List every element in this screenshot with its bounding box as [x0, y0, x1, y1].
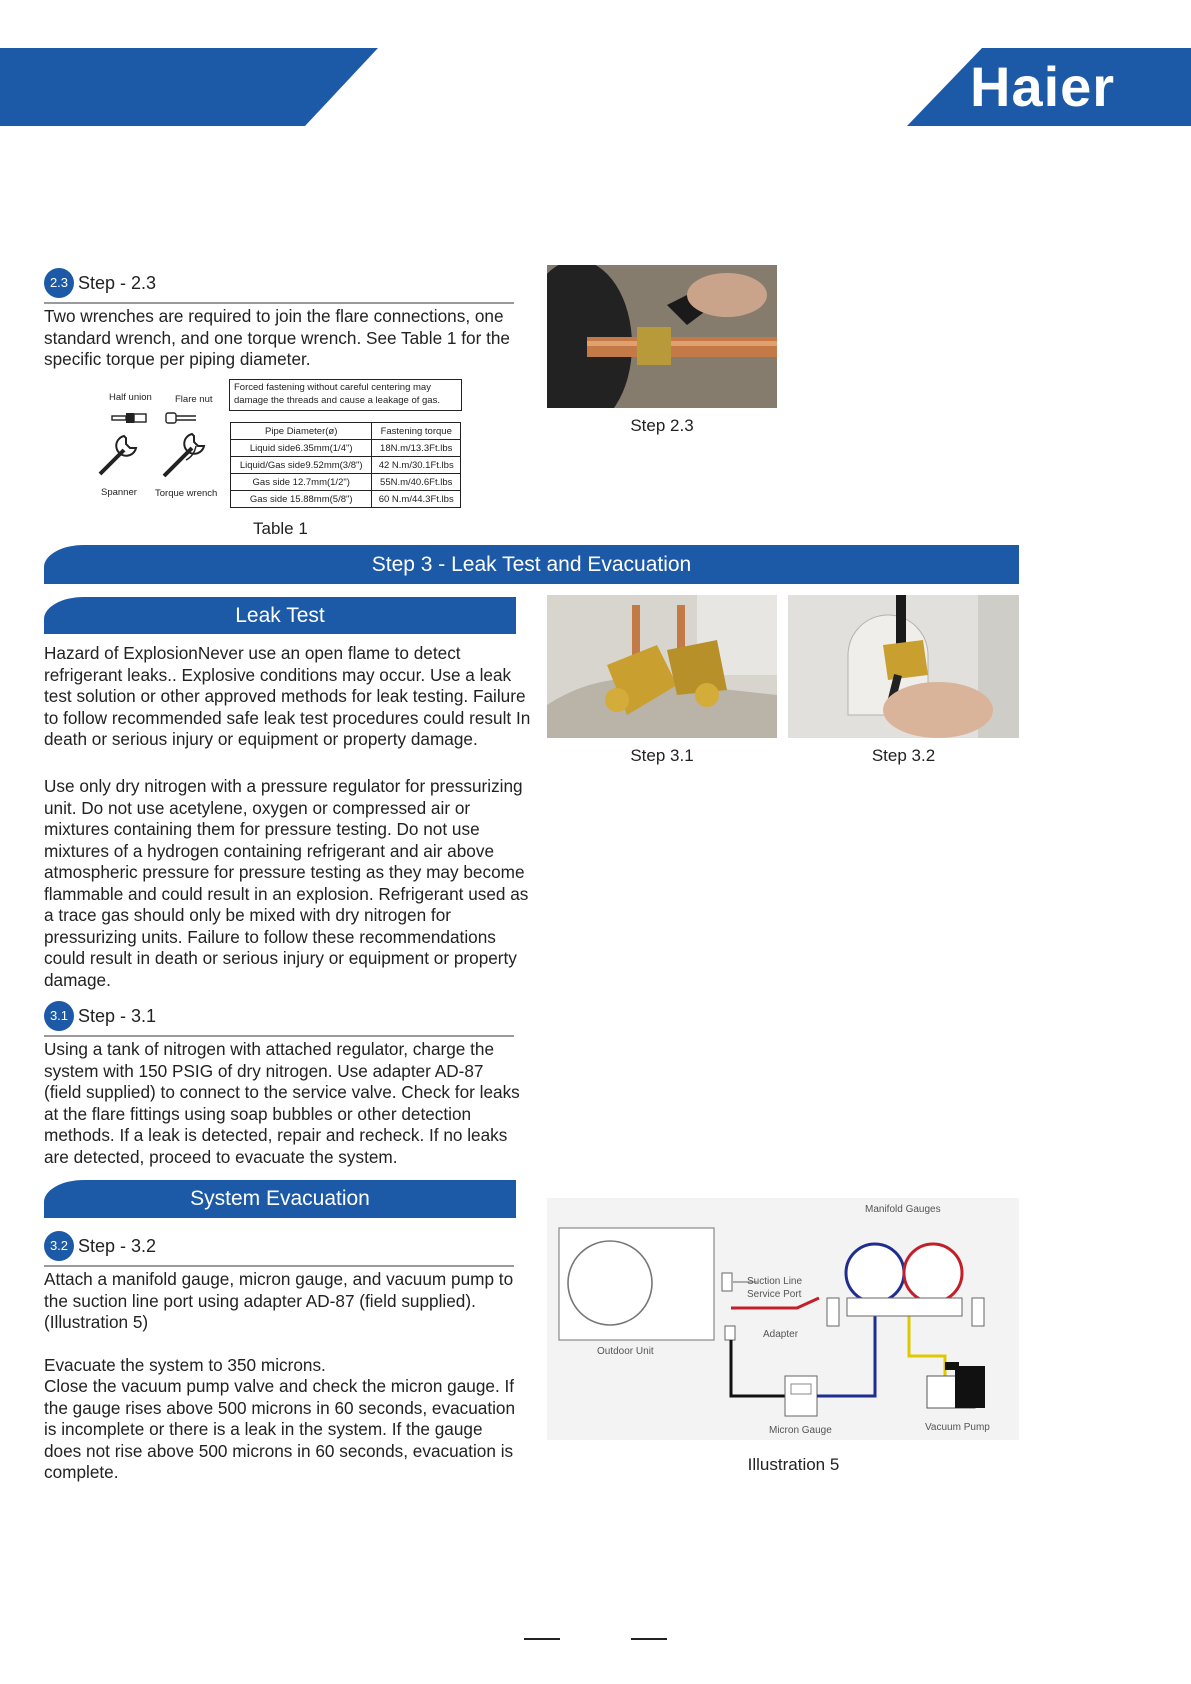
- table-row: [231, 491, 461, 508]
- step-3-2-check-text: Close the vacuum pump valve and check the micron gauge. If the gauge rises above 500 microns in 60 seconds, evacuation is incomplete or there is a leak in the system. If the gauge does not rise above 500 microns in 60 seconds, evacuation is complete.: [44, 1376, 516, 1482]
- hazard-text: Hazard of ExplosionNever use an open flame to detect refrigerant leaks.. Explosive conditions may occur. Use a leak test solution or other approved methods for leak testing. Failure to follow recommended safe leak test procedures could result In death or serious injury or equipment or property damage.: [44, 643, 531, 749]
- illustration-5-diagram: [547, 1198, 1019, 1440]
- step-2-3-photo-caption: Step 2.3: [630, 416, 694, 435]
- illustration-5-caption: Illustration 5: [747, 1455, 840, 1474]
- spanner-icon: [94, 432, 142, 480]
- footer-line-right: [631, 1638, 667, 1640]
- table-cell: 55N.m/40.6Ft.lbs: [372, 474, 461, 491]
- table-cell: 60 N.m/44.3Ft.lbs: [372, 491, 461, 508]
- step-badge: 3.2: [44, 1231, 74, 1261]
- table-cell: Gas side 12.7mm(1/2"): [231, 474, 372, 491]
- manifold-body: [847, 1298, 962, 1316]
- adapter-fitting: [725, 1326, 735, 1340]
- flare-nut-icon: [164, 410, 198, 426]
- outdoor-fan-circle: [568, 1241, 652, 1325]
- outdoor-unit-label: Outdoor Unit: [597, 1346, 654, 1357]
- step-badge: 3.1: [44, 1001, 74, 1031]
- step-3-1-text: Using a tank of nitrogen with attached regulator, charge the system with 150 PSIG of dry nitrogen. Use adapter AD-87 (field supplied) to connect to the service valve. Check for leaks at the flare fittings using soap bubbles or other detection methods. If a leak is detected, repair and recheck. If no leaks are detected, proceed to evacuate the system.: [44, 1039, 520, 1167]
- leak-test-banner: Leak Test: [44, 597, 516, 634]
- flare-nut-label: Flare nut: [175, 394, 213, 405]
- step-3-1-photo: [547, 595, 777, 738]
- step-2-3-heading: [44, 268, 514, 304]
- step-2-3-photo: [547, 265, 777, 408]
- table-caption: Table 1: [253, 519, 308, 538]
- red-gauge: [904, 1244, 962, 1302]
- nitrogen-text: Use only dry nitrogen with a pressure regulator for pressurizing unit. Do not use acetylene, oxygen or compressed air or mixtures containing them for pressure testing. Do not use mixtures of a hydrogen containing refrigerant and air above atmospheric pressure for pressure testing as they may become flammable and could result in an explosion. Refrigerant used as a trace gas should only be mixed with dry nitrogen for pressurizing units. Failure to follow these recommendations could result in death or serious injury or equipment or property damage.: [44, 776, 529, 990]
- step-label: Step - 3.2: [78, 1236, 157, 1256]
- table-header-row: [231, 423, 461, 440]
- brand-logo: Haier: [970, 55, 1116, 118]
- table-row: [231, 440, 461, 457]
- service-port: [722, 1273, 732, 1291]
- half-union-label: Half union: [109, 392, 152, 403]
- header-left-band: [0, 48, 380, 126]
- step-label: Step - 2.3: [78, 273, 157, 293]
- step-3-banner: Step 3 - Leak Test and Evacuation: [44, 545, 1019, 584]
- micron-gauge-box: [785, 1376, 817, 1416]
- step-badge: 2.3: [44, 268, 74, 298]
- table-row: [231, 474, 461, 491]
- table-cell: Liquid side6.35mm(1/4"): [231, 440, 372, 457]
- adapter-label: Adapter: [763, 1329, 799, 1340]
- table-cell: 42 N.m/30.1Ft.lbs: [372, 457, 461, 474]
- blue-gauge: [846, 1244, 904, 1302]
- warning-box: Forced fastening without careful centering may damage the threads and cause a leakage of gas.: [229, 379, 462, 411]
- table-header: Pipe Diameter(ø): [231, 423, 372, 440]
- step-3-2-evacuate-text: Evacuate the system to 350 microns.: [44, 1355, 326, 1375]
- torque-table: [230, 422, 461, 508]
- step-3-2-photo: [788, 595, 1019, 738]
- torque-wrench-icon: [156, 430, 210, 480]
- torque-wrench-label: Torque wrench: [155, 488, 218, 499]
- manifold-gauges-label: Manifold Gauges: [865, 1204, 941, 1215]
- table-header: Fastening torque: [372, 423, 461, 440]
- step-3-1-heading: [44, 1001, 514, 1037]
- table-cell: Liquid/Gas side9.52mm(3/8"): [231, 457, 372, 474]
- micron-gauge-label: Micron Gauge: [769, 1425, 832, 1436]
- table-cell: Gas side 15.88mm(5/8"): [231, 491, 372, 508]
- table-cell: 18N.m/13.3Ft.lbs: [372, 440, 461, 457]
- step-3-2-heading: [44, 1231, 514, 1267]
- system-evacuation-banner: System Evacuation: [44, 1180, 516, 1218]
- step-2-3-text: Two wrenches are required to join the flare connections, one standard wrench, and one torque wrench. See Table 1 for the specific torque per piping diameter.: [44, 306, 510, 369]
- step-label: Step - 3.1: [78, 1006, 157, 1026]
- vacuum-pump-label: Vacuum Pump: [925, 1422, 990, 1433]
- footer-line-left: [524, 1638, 560, 1640]
- step-3-2-text: Attach a manifold gauge, micron gauge, and vacuum pump to the suction line port using adapter AD-87 (field supplied). (Illustration 5): [44, 1269, 514, 1332]
- service-port-label: Service Port: [747, 1289, 802, 1300]
- spanner-label: Spanner: [101, 487, 137, 498]
- half-union-icon: [110, 410, 148, 426]
- table-row: [231, 457, 461, 474]
- step-3-1-photo-caption: Step 3.1: [630, 746, 694, 765]
- suction-line-label: Suction Line: [747, 1276, 803, 1287]
- step-3-2-photo-caption: Step 3.2: [871, 746, 936, 765]
